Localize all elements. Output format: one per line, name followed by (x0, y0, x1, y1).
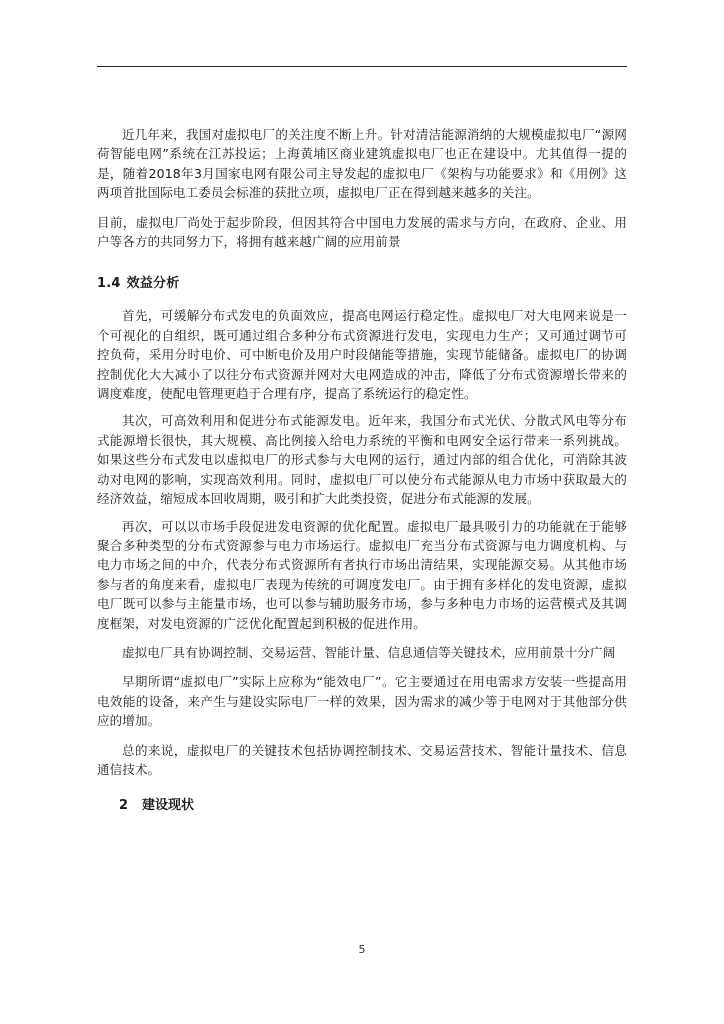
body-paragraph: 首先，可缓解分布式发电的负面效应，提高电网运行稳定性。虚拟电厂对大电网来说是一个可视化的自组织，既可通过组合多种分布式资源进行发电，实现电力生产；又可通过调节可控负荷，采用分时电价、可中断电价及用户时段储能等措施，实现节能储备。虚拟电厂的协调控制优化大大减小了以往分布式资源并网对大电网造成的冲击，降低了分布式资源增长带来的调度难度，使配电管理更趋于合理有序，提高了系统运行的稳定性。 (97, 308, 627, 402)
section-title: 建设现状 (142, 798, 195, 814)
body-paragraph: 其次，可高效利用和促进分布式能源发电。近年来，我国分布式光伏、分散式风电等分布式能源增长很快，其大规模、高比例接入给电力系统的平衡和电网安全运行带来一系列挑战。如果这些分布式发电以虚拟电厂的形式参与大电网的运行，通过内部的组合优化，可消除其波动对电网的影响，实现高效利用。同时，虚拟电厂可以使分布式能源从电力市场中获取最大的经济效益，缩短成本回收周期，吸引和扩大此类投资，促进分布式能源的发展。 (97, 413, 627, 507)
document-body (97, 125, 627, 815)
body-paragraph: 再次，可以以市场手段促进发电资源的优化配置。虚拟电厂最具吸引力的功能就在于能够聚合多种类型的分布式资源参与电力市场运行。虚拟电厂充当分布式资源与电力调度机构、与电力市场之间的中介，代表分布式资源所有者执行市场出清结果，实现能源交易。从其他市场参与者的角度来看，虚拟电厂表现为传统的可调度发电厂。由于拥有多样化的发电资源，虚拟电厂既可以参与主能量市场，也可以参与辅助服务市场，参与多种电力市场的运营模式及其调度框架，对发电资源的广泛优化配置起到积极的促进作用。 (97, 518, 627, 631)
section-heading-2 (119, 797, 627, 815)
header-rule (97, 66, 627, 67)
page-number: 5 (358, 943, 366, 956)
body-paragraph: 总的来说，虚拟电厂的关键技术包括协调控制技术、交易运营技术、智能计量技术、信息通信技术。 (97, 742, 627, 777)
section-number: 1.4 (97, 276, 121, 292)
section-heading-1-4 (97, 275, 627, 293)
body-paragraph: 虚拟电厂具有协调控制、交易运营、智能计量、信息通信等关键技术，应用前景十分广阔 (122, 644, 616, 660)
body-paragraph: 目前，虚拟电厂尚处于起步阶段，但因其符合中国电力发展的需求与方向，在政府、企业、用户等各方的共同努力下，将拥有越来越广阔的应用前景 (97, 214, 627, 250)
body-paragraph: 早期所谓“虚拟电厂”实际上应称为“能效电厂”。它主要通过在用电需求方安装一些提高用电效能的设备，来产生与建设实际电厂一样的效果，因为需求的减少等于电网对于其他部分供应的增加。 (97, 674, 627, 729)
section-number: 2 (119, 798, 129, 814)
body-paragraph: 近几年来，我国对虚拟电厂的关注度不断上升。针对清洁能源消纳的大规模虚拟电厂“源网荷智能电网”系统在江苏投运；上海黄埔区商业建筑虚拟电厂也正在建设中。尤其值得一提的是，随着2018年3月国家电网有限公司主导发起的虚拟电厂《架构与功能要求》和《用例》这两项首批国际电工委员会标准的获批立项，虚拟电厂正在得到越来越多的关注。 (97, 127, 627, 201)
section-title: 效益分析 (126, 276, 180, 292)
